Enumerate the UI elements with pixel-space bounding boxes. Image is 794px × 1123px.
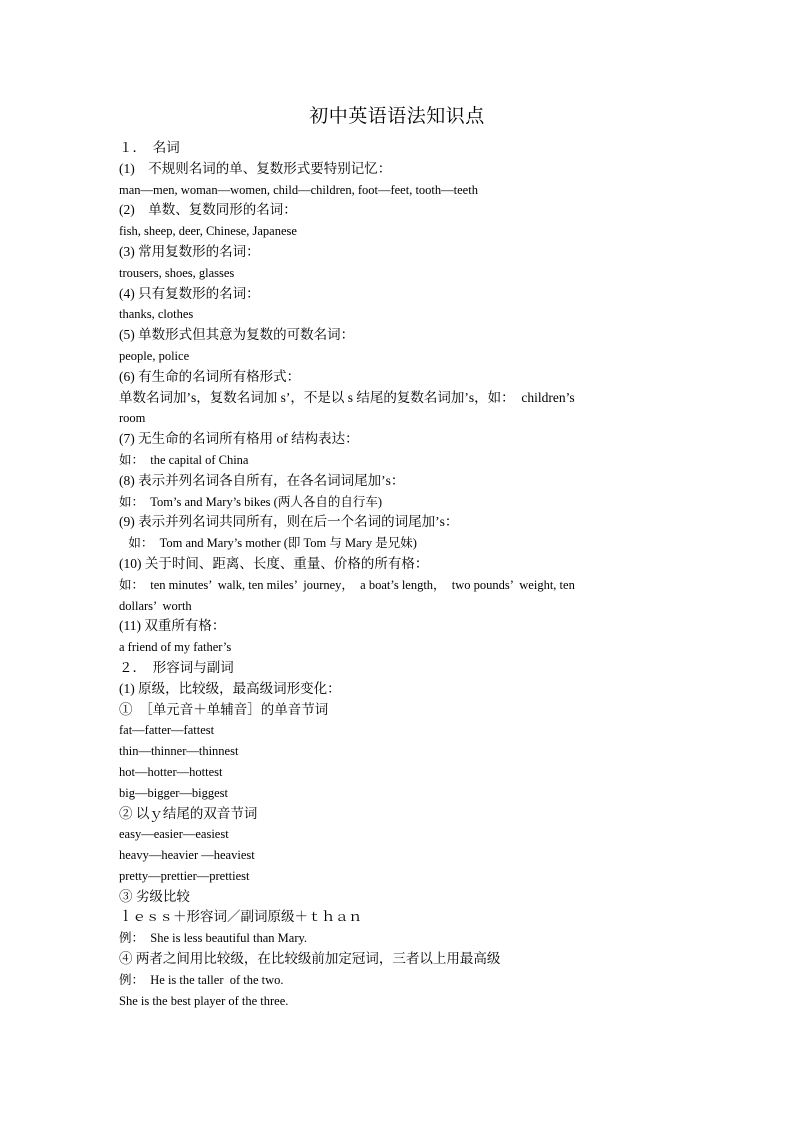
example-line: fish, sheep, deer, Chinese, Japanese: [119, 224, 297, 239]
section-line: (1) 不规则名词的单、复数形式要特别记忆：: [119, 160, 392, 176]
example-line: room: [119, 411, 146, 426]
section-line: (3) 常用复数形的名词：: [119, 243, 260, 259]
section-line: (2) 单数、复数同形的名词：: [119, 202, 297, 218]
section-line: ｌｅｓｓ＋形容词／副词原级＋ｔｈａｎ: [119, 909, 362, 925]
section-line: (8) 表示并列名词各自所有，在各名词词尾加’s：: [119, 472, 405, 488]
example-line: 如： Tom and Mary’s mother (即 Tom 与 Mary 是兄妹): [119, 536, 417, 551]
example-line: 如： the capital of China: [119, 452, 249, 467]
example-line: thin—thinner—thinnest: [119, 744, 239, 759]
example-line: pretty—prettier—prettiest: [119, 868, 250, 883]
section-line: ④ 两者之间用比较级，在比较级前加定冠词，三者以上用最高级: [119, 951, 501, 967]
example-line: a friend of my father’s: [119, 640, 232, 655]
section-line: (5) 单数形式但其意为复数的可数名词：: [119, 327, 355, 343]
example-line: man—men, woman—women, child—children, foot—feet, tooth—teeth: [119, 182, 478, 197]
example-line: 如： ten minutes’ walk, ten miles’ journey， a boat’s length， two pounds’ weight, ten: [119, 577, 575, 592]
section-line: (7) 无生命的名词所有格用 of 结构表达：: [119, 431, 359, 447]
document-body: [119, 138, 689, 1011]
section-line: (1) 原级，比较级，最高级词形变化：: [119, 680, 341, 696]
section-line: ① ［单元音＋单辅音］的单音节词: [119, 701, 329, 717]
section-line: １． 名词: [119, 140, 180, 155]
example-line: trousers, shoes, glasses: [119, 265, 235, 280]
example-line: 如： Tom’s and Mary’s bikes (两人各自的自行车): [119, 494, 382, 509]
section-line: (10) 关于时间、距离、长度、重量、价格的所有格：: [119, 555, 429, 571]
example-line: hot—hotter—hottest: [119, 764, 223, 779]
example-line: big—bigger—biggest: [119, 785, 229, 800]
example-line: 例： He is the taller of the two.: [119, 972, 284, 987]
section-line: ② 以ｙ结尾的双音节词: [119, 805, 258, 821]
example-line: thanks, clothes: [119, 307, 194, 322]
example-line: easy—easier—easiest: [119, 827, 229, 842]
section-line: (6) 有生命的名词所有格形式：: [119, 368, 301, 384]
example-line: people, police: [119, 348, 190, 363]
example-line: dollars’ worth: [119, 598, 192, 613]
example-line: fat—fatter—fattest: [119, 723, 215, 738]
section-line: ③ 劣级比较: [119, 888, 190, 904]
example-line: heavy—heavier —heaviest: [119, 848, 255, 863]
section-line: (4) 只有复数形的名词：: [119, 285, 260, 301]
section-line: ２． 形容词与副词: [119, 659, 234, 675]
section-line: 单数名词加’s，复数名词加 s’，不是以 s 结尾的复数名词加’s，如： children’s: [119, 389, 575, 405]
section-line: (9) 表示并列名词共同所有，则在后一个名词的词尾加’s：: [119, 514, 459, 530]
example-line: She is the best player of the three.: [119, 993, 289, 1008]
page-title: 初中英语语法知识点: [309, 106, 485, 127]
section-line: (11) 双重所有格：: [119, 618, 226, 634]
example-line: 例： She is less beautiful than Mary.: [119, 931, 308, 946]
